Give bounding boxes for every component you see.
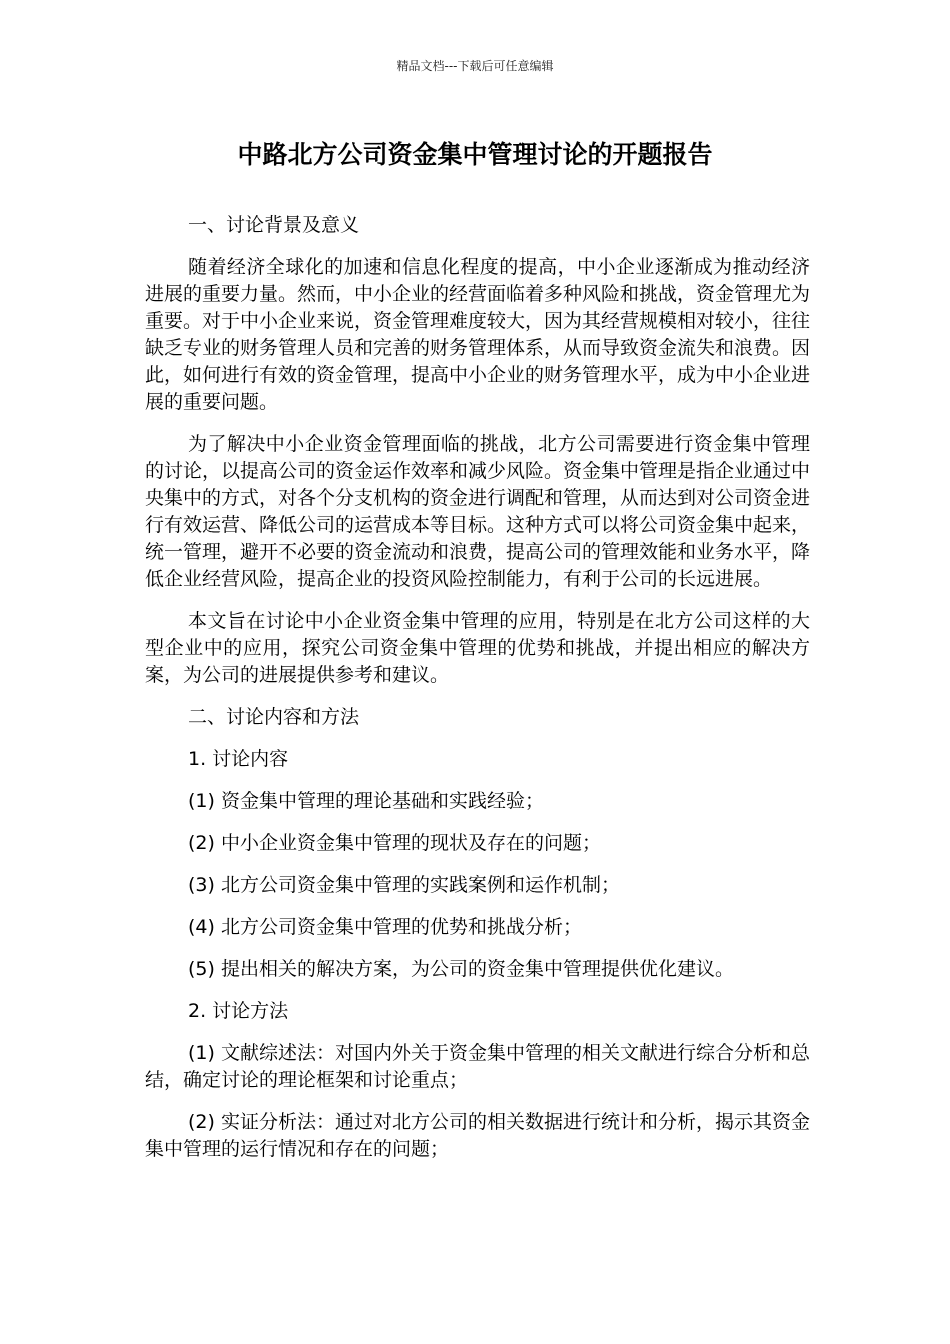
document-title: 中路北方公司资金集中管理讨论的开题报告 [237, 140, 713, 169]
content-item-3: (3) 北方公司资金集中管理的实践案例和运作机制； [188, 874, 620, 896]
paragraph-background-3: 本文旨在讨论中小企业资金集中管理的应用，特别是在北方公司这样的大型企业中的应用，探究公司资金集中管理的优势和挑战，并提出相应的解决方案，为公司的进展提供参考和建议。 [145, 610, 810, 686]
section-heading-content-method: 二、讨论内容和方法 [188, 706, 360, 728]
subheading-content: 1. 讨论内容 [188, 748, 289, 770]
subheading-method: 2. 讨论方法 [188, 1000, 289, 1022]
paragraph-background-1: 随着经济全球化的加速和信息化程度的提高，中小企业逐渐成为推动经济进展的重要力量。然而，中小企业的经营面临着多种风险和挑战，资金管理尤为重要。对于中小企业来说，资金管理难度较大，因为其经营规模相对较小，往往缺乏专业的财务管理人员和完善的财务管理体系，从而导致资金流失和浪费。因此，如何进行有效的资金管理，提高中小企业的财务管理水平，成为中小企业进展的重要问题。 [145, 256, 811, 413]
header-note: 精品文档---下载后可任意编辑 [396, 59, 554, 73]
content-item-4: (4) 北方公司资金集中管理的优势和挑战分析； [188, 916, 582, 938]
content-item-1: (1) 资金集中管理的理论基础和实践经验； [188, 790, 544, 812]
method-item-2: (2) 实证分析法：通过对北方公司的相关数据进行统计和分析，揭示其资金集中管理的运行情况和存在的问题； [145, 1111, 810, 1160]
content-item-2: (2) 中小企业资金集中管理的现状及存在的问题； [188, 832, 601, 854]
content-item-5: (5) 提出相关的解决方案，为公司的资金集中管理提供优化建议。 [188, 958, 734, 980]
section-heading-background: 一、讨论背景及意义 [188, 214, 360, 236]
method-item-1: (1) 文献综述法：对国内外关于资金集中管理的相关文献进行综合分析和总结，确定讨论的理论框架和讨论重点； [145, 1042, 810, 1091]
document-body [145, 212, 810, 1178]
paragraph-background-2: 为了解决中小企业资金管理面临的挑战，北方公司需要进行资金集中管理的讨论，以提高公司的资金运作效率和减少风险。资金集中管理是指企业通过中央集中的方式，对各个分支机构的资金进行调配和管理，从而达到对公司资金进行有效运营、降低公司的运营成本等目标。这种方式可以将公司资金集中起来，统一管理，避开不必要的资金流动和浪费，提高公司的管理效能和业务水平，降低企业经营风险，提高企业的投资风险控制能力，有利于公司的长远进展。 [145, 433, 811, 590]
